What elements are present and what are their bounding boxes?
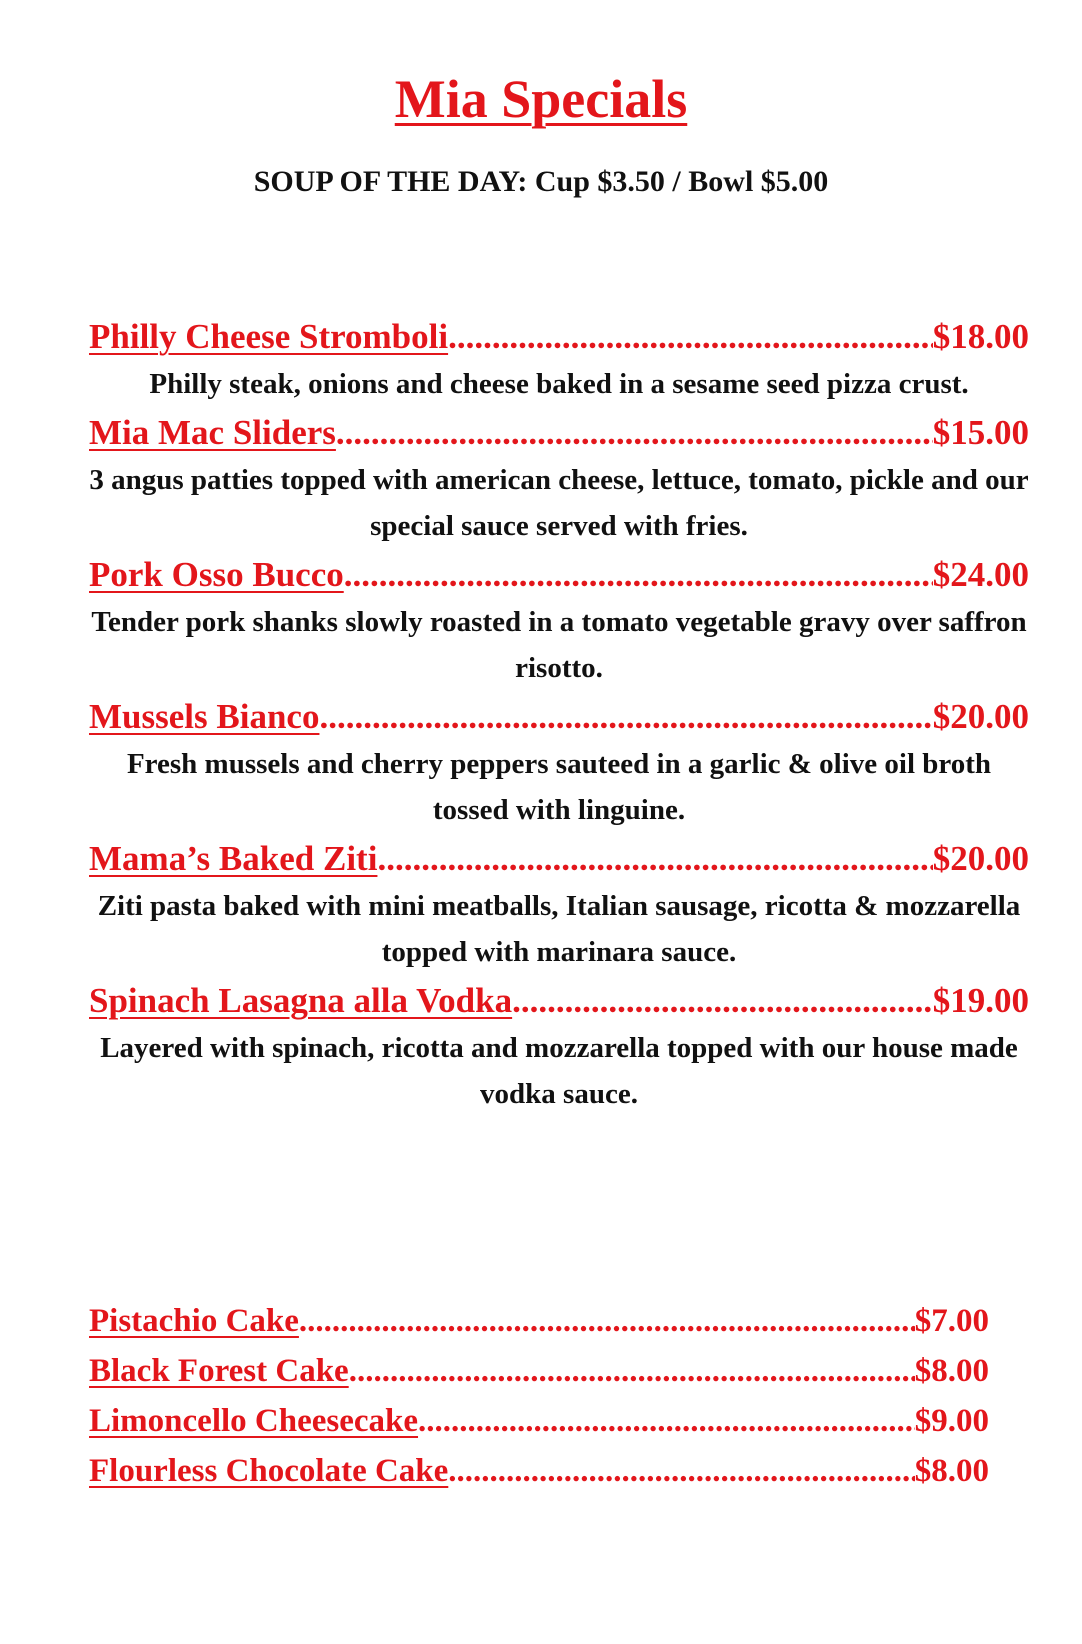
dot-leader — [448, 1446, 914, 1496]
dessert-item — [89, 1296, 989, 1346]
special-item-description: Philly steak, onions and cheese baked in a sesame seed pizza crust. — [149, 368, 969, 400]
special-item — [89, 553, 1029, 695]
dot-leader — [448, 315, 933, 359]
special-item — [89, 979, 1029, 1121]
page-title: Mia Specials — [394, 69, 688, 129]
special-item-header — [89, 553, 1029, 597]
special-item-price: $20.00 — [932, 697, 1029, 736]
dessert-item-price: $9.00 — [914, 1403, 989, 1439]
special-item-price: $15.00 — [932, 413, 1029, 452]
dot-leader — [299, 1296, 915, 1346]
dessert-item-name[interactable]: Flourless Chocolate Cake — [89, 1453, 449, 1489]
dessert-item-price: $8.00 — [914, 1353, 989, 1389]
special-item — [89, 315, 1029, 411]
dot-leader — [377, 837, 932, 881]
soup-of-the-day: SOUP OF THE DAY: Cup $3.50 / Bowl $5.00 — [253, 165, 829, 198]
dessert-item — [89, 1346, 989, 1396]
dot-leader — [512, 979, 933, 1023]
dot-leader — [349, 1346, 915, 1396]
special-item-header — [89, 411, 1029, 455]
dot-leader — [418, 1396, 915, 1446]
special-item-description: Tender pork shanks slowly roasted in a tomato vegetable gravy over saffron risotto. — [91, 606, 1027, 684]
dot-leader — [344, 553, 933, 597]
dessert-item — [89, 1446, 989, 1496]
dot-leader — [336, 411, 933, 455]
special-item-name[interactable]: Pork Osso Bucco — [89, 555, 344, 594]
special-item-description: Fresh mussels and cherry peppers sauteed in a garlic & olive oil broth tossed with linguine. — [126, 748, 992, 826]
special-item-description: Layered with spinach, ricotta and mozzarella topped with our house made vodka sauce. — [100, 1032, 1018, 1110]
dessert-item-name[interactable]: Pistachio Cake — [89, 1303, 299, 1339]
special-item-price: $19.00 — [932, 981, 1029, 1020]
dessert-item-name[interactable]: Black Forest Cake — [89, 1353, 349, 1389]
dot-leader — [319, 695, 932, 739]
special-item-header — [89, 979, 1029, 1023]
special-item-header — [89, 695, 1029, 739]
special-item-name[interactable]: Philly Cheese Stromboli — [89, 317, 449, 356]
specials-list — [89, 315, 1029, 1121]
dessert-item-name[interactable]: Limoncello Cheesecake — [89, 1403, 419, 1439]
special-item-name[interactable]: Mussels Bianco — [89, 697, 320, 736]
dessert-item — [89, 1396, 989, 1446]
special-item-name[interactable]: Mama’s Baked Ziti — [89, 839, 378, 878]
special-item — [89, 411, 1029, 553]
special-item-price: $18.00 — [932, 317, 1029, 356]
special-item-name[interactable]: Mia Mac Sliders — [89, 413, 336, 452]
special-item-header — [89, 837, 1029, 881]
special-item — [89, 837, 1029, 979]
special-item — [89, 695, 1029, 837]
special-item-description: 3 angus patties topped with american cheese, lettuce, tomato, pickle and our special sauce served with fries. — [89, 464, 1029, 542]
special-item-name[interactable]: Spinach Lasagna alla Vodka — [89, 981, 513, 1020]
special-item-price: $20.00 — [932, 839, 1029, 878]
dessert-item-price: $8.00 — [914, 1453, 989, 1489]
special-item-header — [89, 315, 1029, 359]
dessert-item-price: $7.00 — [914, 1303, 989, 1339]
special-item-description: Ziti pasta baked with mini meatballs, Italian sausage, ricotta & mozzarella topped with marinara sauce. — [97, 890, 1021, 968]
special-item-price: $24.00 — [932, 555, 1029, 594]
desserts-list — [89, 1296, 989, 1496]
